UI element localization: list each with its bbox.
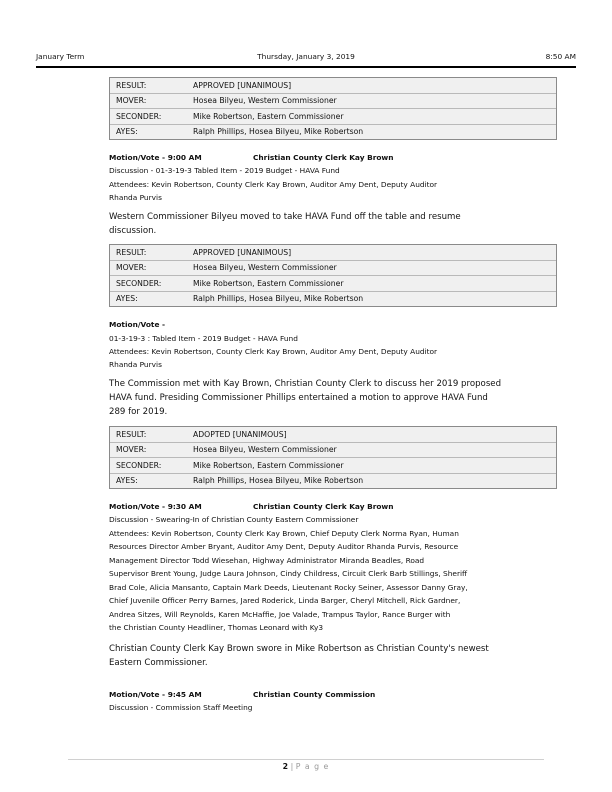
motion-presenter: Christian County Clerk Kay Brown xyxy=(253,502,394,511)
motion-time: Motion/Vote - 9:45 AM xyxy=(109,690,202,699)
vote-table-1 xyxy=(109,77,557,140)
attendees-line: Rhanda Purvis xyxy=(109,193,162,202)
vote-row-ayes xyxy=(110,125,556,140)
page-header xyxy=(36,52,576,66)
vote-row-result xyxy=(110,78,556,94)
vote-label: SECONDER: xyxy=(116,278,162,288)
motion-presenter: Christian County Clerk Kay Brown xyxy=(253,153,394,162)
paragraph-line: Eastern Commissioner. xyxy=(109,658,208,668)
motion-time: Motion/Vote - 9:00 AM xyxy=(109,153,202,162)
paragraph-line: Christian County Clerk Kay Brown swore in Mike Robertson as Christian County's newest xyxy=(109,644,489,654)
attendees-line: Management Director Todd Wiesehan, Highway Administrator Miranda Beadles, Road xyxy=(109,556,425,565)
vote-label: RESULT: xyxy=(116,429,147,439)
attendees-line: Andrea Sitzes, Will Reynolds, Karen McHaffie, Joe Valade, Trampus Taylor, Rance Burger with xyxy=(109,610,451,619)
vote-label: AYES: xyxy=(116,294,138,304)
motion-paragraph xyxy=(109,642,555,670)
vote-label: RESULT: xyxy=(116,247,147,257)
vote-row-seconder xyxy=(110,458,556,474)
attendees-line: Attendees: Kevin Robertson, County Clerk Kay Brown, Auditor Amy Dent, Deputy Auditor xyxy=(109,180,438,189)
header-time: 8:50 AM xyxy=(545,52,576,61)
vote-row-mover xyxy=(110,94,556,110)
vote-row-seconder xyxy=(110,109,556,125)
page-number: 2 xyxy=(282,762,289,771)
vote-value: Hosea Bilyeu, Western Commissioner xyxy=(193,96,337,106)
motion-presenter: Christian County Commission xyxy=(253,690,376,699)
attendees-line: Supervisor Brent Young, Judge Laura Johnson, Cindy Childress, Circuit Clerk Barb Stillings, Sheriff xyxy=(109,569,468,578)
motion-paragraph xyxy=(109,210,555,238)
footer-rule xyxy=(68,759,544,760)
vote-value: Hosea Bilyeu, Western Commissioner xyxy=(193,263,337,273)
vote-value: Hosea Bilyeu, Western Commissioner xyxy=(193,445,337,455)
vote-row-ayes xyxy=(110,474,556,489)
vote-value: Ralph Phillips, Hosea Bilyeu, Mike Robertson xyxy=(193,294,364,304)
vote-table-3 xyxy=(109,426,557,489)
discussion-line: Discussion - Commission Staff Meeting xyxy=(109,703,253,712)
discussion-line: Discussion - Swearing-In of Christian County Eastern Commissioner xyxy=(109,515,359,524)
attendees-line: Attendees: Kevin Robertson, County Clerk Kay Brown, Auditor Amy Dent, Deputy Auditor xyxy=(109,347,438,356)
motion-time: Motion/Vote - 9:30 AM xyxy=(109,502,202,511)
footer-separator: | xyxy=(290,762,294,771)
paragraph-line: Western Commissioner Bilyeu moved to take HAVA Fund off the table and resume xyxy=(109,212,461,222)
vote-row-result xyxy=(110,245,556,261)
discussion-line: 01-3-19-3 : Tabled Item - 2019 Budget - HAVA Fund xyxy=(109,334,298,343)
header-date: Thursday, January 3, 2019 xyxy=(257,52,355,61)
vote-row-ayes xyxy=(110,292,556,307)
vote-value: APPROVED [UNANIMOUS] xyxy=(193,247,292,257)
vote-label: AYES: xyxy=(116,476,138,486)
vote-value: Ralph Phillips, Hosea Bilyeu, Mike Robertson xyxy=(193,476,364,486)
vote-label: MOVER: xyxy=(116,263,147,273)
vote-value: APPROVED [UNANIMOUS] xyxy=(193,80,292,90)
attendees-line: Rhanda Purvis xyxy=(109,360,162,369)
header-rule xyxy=(36,66,576,68)
motion-heading xyxy=(109,502,394,511)
vote-table-2 xyxy=(109,244,557,307)
vote-row-mover xyxy=(110,443,556,459)
vote-value: Mike Robertson, Eastern Commissioner xyxy=(193,111,344,121)
motion-time: Motion/Vote - xyxy=(109,320,166,329)
attendees-line: Brad Cole, Alicia Mansanto, Captain Mark Deeds, Lieutenant Rocky Seiner, Assessor Danny Gray, xyxy=(109,583,468,592)
vote-value: Ralph Phillips, Hosea Bilyeu, Mike Robertson xyxy=(193,127,364,137)
vote-label: RESULT: xyxy=(116,80,147,90)
vote-label: SECONDER: xyxy=(116,460,162,470)
motion-heading xyxy=(109,690,376,699)
paragraph-line: HAVA fund. Presiding Commissioner Phillips entertained a motion to approve HAVA Fund xyxy=(109,393,488,403)
vote-value: ADOPTED [UNANIMOUS] xyxy=(193,429,287,439)
motion-heading xyxy=(109,153,394,162)
discussion-line: Discussion - 01-3-19-3 Tabled Item - 2019 Budget - HAVA Fund xyxy=(109,166,340,175)
vote-value: Mike Robertson, Eastern Commissioner xyxy=(193,278,344,288)
attendees-line: the Christian County Headliner, Thomas Leonard with Ky3 xyxy=(109,623,324,632)
vote-value: Mike Robertson, Eastern Commissioner xyxy=(193,460,344,470)
vote-row-mover xyxy=(110,261,556,277)
paragraph-line: discussion. xyxy=(109,226,157,236)
vote-label: MOVER: xyxy=(116,445,147,455)
paragraph-line: The Commission met with Kay Brown, Christian County Clerk to discuss her 2019 proposed xyxy=(109,379,502,389)
attendees-line: Chief Juvenile Officer Perry Barnes, Jared Roderick, Linda Barger, Cheryl Mitchell, Rick Gardner, xyxy=(109,596,461,605)
header-term: January Term xyxy=(36,52,85,61)
page-footer xyxy=(0,762,612,771)
vote-row-result xyxy=(110,427,556,443)
attendees-line: Resources Director Amber Bryant, Auditor Amy Dent, Deputy Auditor Rhanda Purvis, Resource xyxy=(109,542,459,551)
vote-row-seconder xyxy=(110,276,556,292)
motion-heading xyxy=(109,320,165,329)
vote-label: SECONDER: xyxy=(116,111,162,121)
page-word: P a g e xyxy=(295,762,330,771)
motion-paragraph xyxy=(109,377,555,419)
vote-label: MOVER: xyxy=(116,96,147,106)
paragraph-line: 289 for 2019. xyxy=(109,407,168,417)
attendees-line: Attendees: Kevin Robertson, County Clerk Kay Brown, Chief Deputy Clerk Norma Ryan, Human xyxy=(109,529,459,538)
vote-label: AYES: xyxy=(116,127,138,137)
